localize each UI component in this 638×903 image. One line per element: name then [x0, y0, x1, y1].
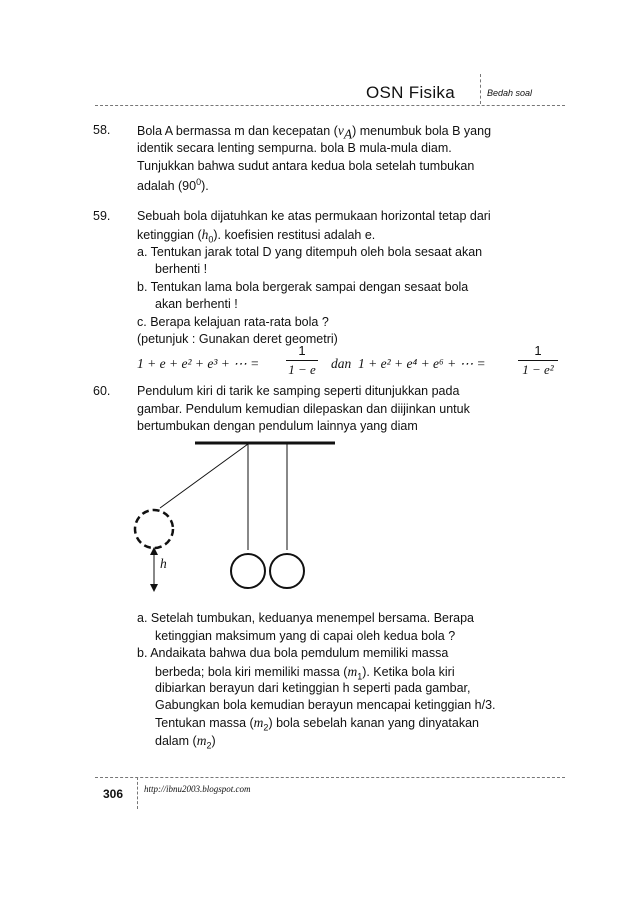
q58-line-4: adalah $(90^0)$. [137, 177, 209, 194]
q59-line-1: Sebuah bola dijatuhkan ke atas permukaan horizontal tetap dari [137, 209, 491, 223]
pulled-pendulum-string [160, 444, 248, 508]
q59-line-2: ketinggian $(h_0)$. koefisien restitusi adalah e. [137, 227, 376, 245]
q60-part-b-line-4: Gabungkan bola kemudian berayun mencapai ketinggian h/3. [155, 698, 496, 712]
q59-part-b-cont: akan berhenti ! [155, 297, 238, 311]
q59-formula-1-lhs: 1 + e + e² + e³ + ⋯ = [137, 356, 260, 371]
q60-line-3: bertumbukan dengan pendulum lainnya yang diam [137, 419, 418, 433]
q59-formula-1-numerator: 1 [298, 343, 306, 358]
q60-line-2: gambar. Pendulum kemudian dilepaskan dan diijinkan untuk [137, 402, 470, 416]
q59-formula-2-denominator: 1 − e² [522, 362, 554, 377]
figure-label-h: h [160, 556, 167, 571]
footer-url[interactable]: http://ibnu2003.blogspot.com [144, 784, 251, 794]
q60-number: 60. [93, 384, 111, 398]
q58-line-1: Bola A bermassa m dan kecepatan $(v_A)$ menumbuk bola B yang [137, 123, 492, 142]
q59-part-a: a. Tentukan jarak total D yang ditempuh oleh bola sesaat akan [137, 245, 483, 259]
q60-part-b: b. Andaikata bahwa dua bola pemdulum memiliki massa [137, 646, 449, 660]
q60-part-b-line-6: dalam $(m_2)$ [155, 733, 216, 751]
q59-formula-dan: dan [331, 356, 352, 371]
right-ball [270, 554, 304, 588]
q58-line-2: identik secara lenting sempurna. bola B mula-mula diam. [137, 141, 452, 155]
q58-line-3: Tunjukkan bahwa sudut antara kedua bola setelah tumbukan [137, 159, 475, 173]
released-ball-dashed [135, 510, 173, 548]
q60-part-b-line-2: berbeda; bola kiri memiliki massa $(m_1)$. Ketika bola kiri [155, 664, 455, 682]
footer-rule [95, 777, 565, 778]
q60-part-b-line-5: Tentukan massa $(m_2)$ bola sebelah kanan yang dinyatakan [155, 715, 480, 733]
q59-part-a-cont: berhenti ! [155, 262, 208, 276]
q59-formula-2-numerator: 1 [534, 343, 542, 358]
q60-part-a: a. Setelah tumbukan, keduanya menempel bersama. Berapa [137, 611, 475, 625]
height-arrow-head-down [150, 584, 158, 592]
q59-formula-2-lhs: 1 + e² + e⁴ + e⁶ + ⋯ = [358, 356, 486, 371]
left-ball [231, 554, 265, 588]
q59-number: 59. [93, 209, 111, 223]
q60-line-1: Pendulum kiri di tarik ke samping seperti ditunjukkan pada [137, 384, 460, 398]
footer-divider [137, 777, 138, 809]
header-subtitle: Bedah soal [487, 88, 533, 98]
page-number: 306 [103, 787, 124, 801]
q59-hint: (petunjuk : Gunakan deret geometri) [137, 332, 338, 346]
q58-number: 58. [93, 123, 111, 137]
q60-part-a-cont: ketinggian maksimum yang di capai oleh kedua bola ? [155, 629, 456, 643]
q59-formula-1-denominator: 1 − e [288, 362, 316, 377]
q60-part-b-line-3: dibiarkan berayun dari ketinggian h seperti pada gambar, [155, 681, 471, 695]
q59-part-c: c. Berapa kelajuan rata-rata bola ? [137, 315, 329, 329]
q59-part-b: b. Tentukan lama bola bergerak sampai dengan sesaat bola [137, 280, 469, 294]
header-title: OSN Fisika [366, 83, 455, 102]
